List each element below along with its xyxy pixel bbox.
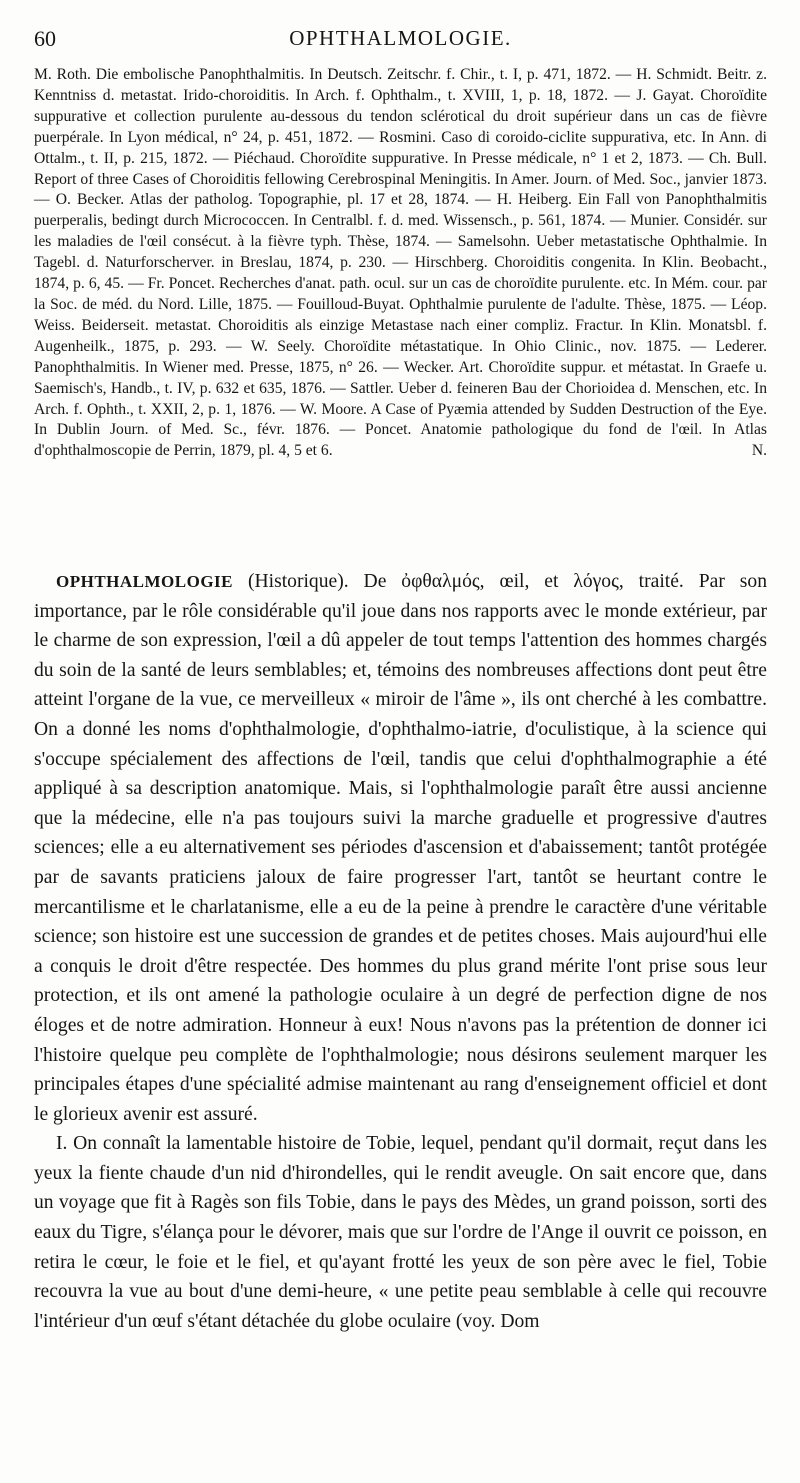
article-heading: OPHTHALMOLOGIE xyxy=(56,572,234,591)
bibliography-text: M. Roth. Die embolische Panophthalmitis. In Deutsch. Zeitschr. f. Chir., t. I, p. 471, 1872. — H. Schmidt. Beitr. z. Kenntniss d. metastat. Irido-choroiditis. In Arch. f. Ophthalm., t. XVIII, 1, p. 18, 1872. — J. Gayat. Choroïdite suppurative et collection purulente au-dessous du tendon sclérotical du droit supérieur dans un cas de fièvre puerpérale. In Lyon médical, n° 24, p. 451, 1872. — Rosmini. Caso di coroido-ciclite suppurativa, etc. In Ann. di Ottalm., t. II, p. 215, 1872. — Piéchaud. Choroïdite suppurative. In Presse médicale, n° 1 et 2, 1873. — Ch. Bull. Report of three Cases of Choroiditis fellowing Cerebrospinal Meningitis. In Amer. Journ. of Med. Soc., janvier 1873. — O. Becker. Atlas der patholog. Topographie, pl. 17 et 28, 1874. — H. Heiberg. Ein Fall von Panophthalmitis puerperalis, bedingt durch Micrococcen. In Centralbl. f. d. med. Wissensch., p. 561, 1874. — Munier. Considér. sur les maladies de l'œil consécut. à la fièvre typh. Thèse, 1874. — Samelsohn. Ueber metastatische Ophthalmie. In Tagebl. d. Naturforscherver. in Breslau, 1874, p. 230. — Hirschberg. Choroiditis congenita. In Klin. Beobacht., 1874, p. 6, 45. — Fr. Poncet. Recherches d'anat. path. ocul. sur un cas de choroïdite purulente. etc. In Mém. cour. par la Soc. de méd. du Nord. Lille, 1875. — Fouilloud-Buyat. Ophthalmie purulente de l'adulte. Thèse, 1875. — Léop. Weiss. Beiderseit. metastat. Choroiditis als einzige Metastase nach einer compliz. Fractur. In Klin. Monatsbl. f. Augenheilk., 1875, p. 293. — W. Seely. Choroïdite métastatique. In Ohio Clinic., nov. 1875. — Lederer. Panophthalmitis. In Wiener med. Presse, 1875, n° 26. — Wecker. Art. Choroïdite suppur. et métastat. In Graefe u. Saemisch's, Handb., t. IV, p. 632 et 635, 1876. — Sattler. Ueber d. feineren Bau der Chorioidea d. Menschen, etc. In Arch. f. Ophth., t. XXII, 2, p. 1, 1876. — W. Moore. A Case of Pyæmia attended by Sudden Destruction of the Eye. In Dublin Journ. of Med. Sc., févr. 1876. — Poncet. Anatomie pathologique du fond de l'œil. In Atlas d'ophthalmoscopie de Perrin, 1879, pl. 4, 5 et 6. xyxy=(34,66,767,460)
article-body xyxy=(34,567,767,1336)
running-title: OPHTHALMOLOGIE. xyxy=(289,26,512,50)
article-intro xyxy=(34,567,767,1129)
paragraph-one: I. On connaît la lamentable histoire de Tobie, lequel, pendant qu'il dormait, reçut dans les yeux la fiente chaude d'un nid d'hirondelles, qui le rendit aveugle. On sait encore que, dans un voyage que fit à Ragès son fils Tobie, dans le pays des Mèdes, un grand poisson, sorti des eaux du Tigre, s'élança pour le dévorer, mais que sur l'ordre de l'Ange il ouvrit ce poisson, en retira le cœur, le foie et le fiel, et qu'ayant frotté les yeux de son père avec le fiel, Tobie recouvra la vue au bout d'une demi-heure, « une petite peau semblable à celle qui recouvre l'intérieur d'un œuf s'étant détachée du globe oculaire (voy. Dom xyxy=(34,1133,767,1332)
page-number: 60 xyxy=(34,26,56,51)
page-header xyxy=(34,26,767,56)
bibliography-block xyxy=(34,65,767,462)
author-signature: N. xyxy=(751,442,767,460)
article-intro-text: De ὀφθαλμός, œil, et λόγος, traité. Par son importance, par le rôle considérable qu'il joue dans nos rapports avec le monde extérieur, par le charme de son expression, l'œil a dû appeler de tout temps l'attention des hommes chargés du soin de la santé de leurs semblables; et, témoins des nombreuses affections dont peut être atteint l'organe de la vue, ce merveilleux « miroir de l'âme », ils ont cherché à les combattre. On a donné les noms d'ophthalmologie, d'ophthalmo-iatrie, d'oculistique, à la science qui s'occupe spécialement des affections de l'œil, tandis que celui d'ophthalmographie a été appliqué à sa description anatomique. Mais, si l'ophthalmologie paraît être aussi ancienne que la médecine, elle n'a pas toujours suivi la marche graduelle et progressive d'autres sciences; elle a eu alternativement ses périodes d'ascension et d'abaissement; tantôt protégée par de savants praticiens jaloux de faire progresser l'art, tantôt se heurtant contre le mercantilisme et le charlatanisme, elle a eu de la peine à prendre le caractère d'une véritable science; son histoire est une succession de grandes et de petites choses. Mais aujourd'hui elle a conquis le droit d'être respectée. Des hommes du plus grand mérite l'ont prise sous leur protection, et ils ont amené la pathologie oculaire à un degré de perfection digne de nos éloges et de notre admiration. Honneur à eux! Nous n'avons pas la prétention de donner ici l'histoire quelque peu complète de l'ophthalmologie; nous désirons seulement marquer les principales étapes d'une spécialité admise maintenant au rang d'enseignement officiel et dont le glorieux avenir est assuré. xyxy=(34,571,767,1125)
article-subheading: (Historique). xyxy=(247,571,349,592)
